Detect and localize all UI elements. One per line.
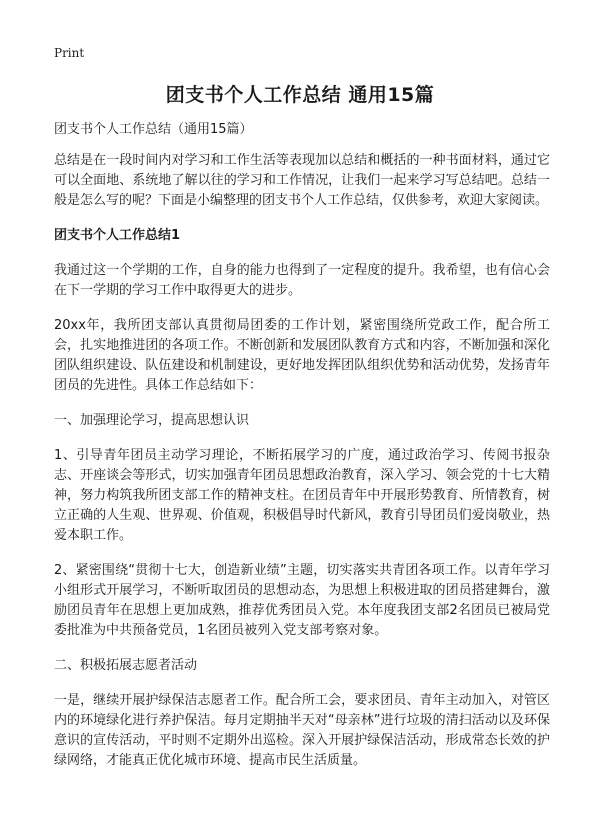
page-title: 团支书个人工作总结 通用15篇 xyxy=(165,84,435,106)
document-body xyxy=(54,120,550,786)
intro-paragraph: 总结是在一段时间内对学习和工作生活等表现加以总结和概括的一种书面材料，通过它可以全面地、系统地了解以往的学习和工作情况，让我们一起来学习写总结吧。总结一般是怎么写的呢？下面是小编整理的团支书个人工作总结，仅供参考，欢迎大家阅读。 xyxy=(54,153,550,208)
paragraph-3: 1、引导青年团员主动学习理论，不断拓展学习的广度，通过政治学习、传阅书报杂志、开座谈会等形式，切实加强青年团员思想政治教育，深入学习、领会党的十七大精神，努力构筑我所团支部工作的精神支柱。在团员青年中开展形势教育、所情教育，树立正确的人生观、世界观、价值观，积极倡导时代新风，教育引导团员们爱岗敬业，热爱本职工作。 xyxy=(54,448,550,543)
document-subtitle: 团支书个人工作总结（通用15篇） xyxy=(54,122,253,137)
paragraph-5: 一是，继续开展护绿保洁志愿者工作。配合所工会，要求团员、青年主动加入，对管区内的环境绿化进行养护保洁。每月定期抽半天对“母亲林”进行垃圾的清扫活动以及环保意识的宣传活动，平时则不定期外出巡检。深入开展护绿保洁活动，形成常态长效的护绿网络，才能真正优化城市环境、提高市民生活质量。 xyxy=(54,693,550,768)
section-heading-1: 团支书个人工作总结1 xyxy=(54,228,181,243)
paragraph-2: 20xx年，我所团支部认真贯彻局团委的工作计划，紧密围绕所党政工作，配合所工会，扎实地推进团的各项工作。不断创新和发展团队教育方式和内容，不断加强和深化团队组织建设、队伍建设和机制建设，更好地发挥团队组织优势和活动优势，发扬青年团员的先进性。具体工作总结如下： xyxy=(54,318,550,393)
print-label[interactable]: Print xyxy=(54,46,85,60)
subsection-title-1: 一、加强理论学习，提高思想认识 xyxy=(54,413,250,428)
paragraph-4: 2、紧密围绕“贯彻十七大，创造新业绩”主题，切实落实共青团各项工作。以青年学习小组形式开展学习，不断听取团员的思想动态，为思想上积极进取的团员搭建舞台，激励团员青年在思想上更加成熟，推荐优秀团员入党。本年度我团支部2名团员已被局党委批准为中共预备党员，1名团员被列入党支部考察对象。 xyxy=(54,563,550,638)
paragraph-1: 我通过这一个学期的工作，自身的能力也得到了一定程度的提升。我希望，也有信心会在下一学期的学习工作中取得更大的进步。 xyxy=(54,263,550,298)
subsection-title-2: 二、积极拓展志愿者活动 xyxy=(54,658,198,673)
